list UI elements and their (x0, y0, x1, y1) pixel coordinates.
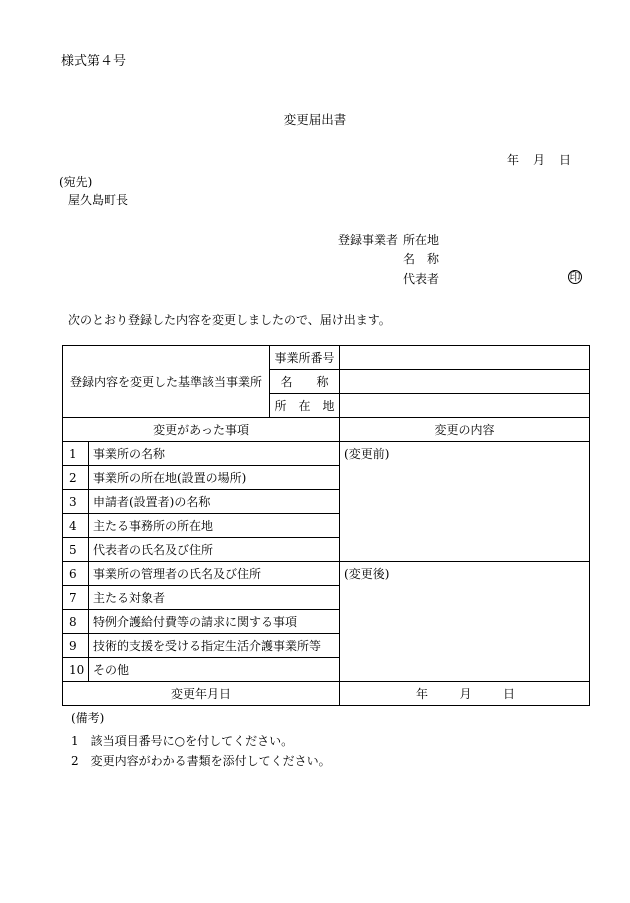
business-location-label: 所 在 地 (270, 394, 340, 418)
item-text: 特例介護給付費等の請求に関する事項 (89, 610, 340, 634)
business-name-field[interactable] (340, 370, 590, 394)
registrant-name-label: 名 称 (403, 252, 440, 266)
item-text: 代表者の氏名及び住所 (89, 538, 340, 562)
before-label: (変更前) (344, 447, 390, 461)
date-day: 日 (559, 153, 572, 167)
item-text: 事業所の名称 (89, 442, 340, 466)
content-header: 変更の内容 (340, 418, 590, 442)
addressee: 屋久島町長 (68, 193, 129, 207)
business-name-label: 名 称 (270, 370, 340, 394)
date-year: 年 (507, 153, 520, 167)
change-date-label: 変更年月日 (63, 682, 340, 706)
item-number[interactable]: 5 (63, 538, 89, 562)
item-number[interactable]: 9 (63, 634, 89, 658)
change-date-month: 月 (459, 687, 472, 701)
business-label: 登録内容を変更した基準該当事業所 (63, 346, 270, 418)
item-text: 申請者(設置者)の名称 (89, 490, 340, 514)
item-text: 事業所の管理者の氏名及び住所 (89, 562, 340, 586)
registrant-representative-label: 代表者 (403, 272, 440, 286)
after-label: (変更後) (344, 567, 390, 581)
item-text: 事業所の所在地(設置の場所) (89, 466, 340, 490)
item-number[interactable]: 3 (63, 490, 89, 514)
change-date-year: 年 (416, 687, 429, 701)
item-text: その他 (89, 658, 340, 682)
office-number-label: 事業所番号 (270, 346, 340, 370)
addressee-label: (宛先) (59, 175, 93, 189)
item-number[interactable]: 2 (63, 466, 89, 490)
form-number: 様式第４号 (61, 54, 127, 69)
registrant-address-label: 所在地 (403, 233, 440, 247)
notes-title: (備考) (71, 711, 105, 725)
note-item: 2 変更内容がわかる書類を添付してください。 (71, 754, 331, 768)
item-text: 主たる対象者 (89, 586, 340, 610)
office-number-field[interactable] (340, 346, 590, 370)
submission-date (507, 151, 571, 168)
item-number[interactable]: 8 (63, 610, 89, 634)
seal-mark: 印 (569, 270, 581, 283)
item-number[interactable]: 10 (63, 658, 89, 682)
item-number[interactable]: 1 (63, 442, 89, 466)
item-number[interactable]: 7 (63, 586, 89, 610)
content-after-field[interactable] (340, 562, 590, 682)
registrant-label: 登録事業者 (338, 233, 399, 247)
document-title: 変更届出書 (283, 112, 347, 127)
date-month: 月 (533, 153, 546, 167)
item-number[interactable]: 4 (63, 514, 89, 538)
change-date-field[interactable] (340, 682, 590, 706)
note-item: 1 該当項目番号に○を付してください。 (71, 734, 294, 748)
item-text: 主たる事務所の所在地 (89, 514, 340, 538)
business-location-field[interactable] (340, 394, 590, 418)
change-date-day: 日 (502, 687, 515, 701)
change-form-table (62, 345, 590, 706)
intro-text: 次のとおり登録した内容を変更しましたので、届け出ます。 (68, 313, 391, 327)
item-text: 技術的支援を受ける指定生活介護事業所等 (89, 634, 340, 658)
content-before-field[interactable] (340, 442, 590, 562)
item-number[interactable]: 6 (63, 562, 89, 586)
items-header: 変更があった事項 (63, 418, 340, 442)
